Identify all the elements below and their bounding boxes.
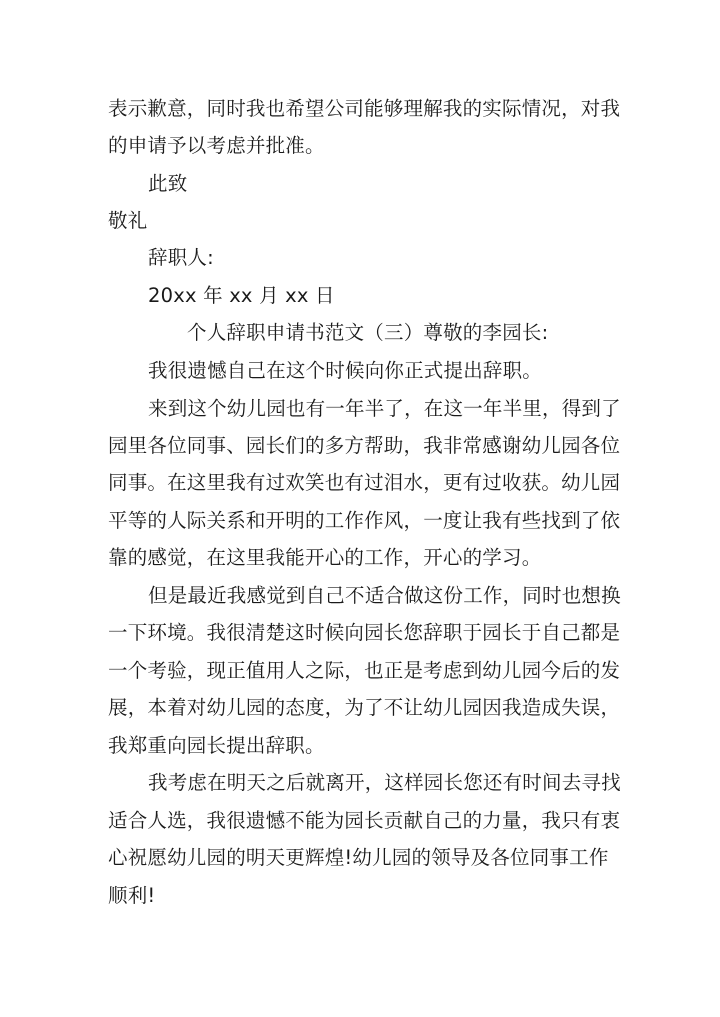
section-title: 个人辞职申请书范文（三）尊敬的李园长: xyxy=(187,321,549,344)
text-line: 心祝愿幼儿园的明天更辉煌!幼儿园的领导及各位同事工作 xyxy=(108,846,609,869)
text-line: 来到这个幼儿园也有一年半了，在这一年半里，得到了 xyxy=(148,397,621,420)
signature-label: 辞职人: xyxy=(148,246,214,269)
text-line: 一个考验，现正值用人之际，也正是考虑到幼儿园今后的发 xyxy=(108,659,621,682)
date-line: 20xx 年 xx 月 xx 日 xyxy=(148,284,335,307)
text-line: 一下环境。我很清楚这时候向园长您辞职于园长于自己都是 xyxy=(108,621,621,644)
text-line: 顺利! xyxy=(108,884,156,907)
text-line: 靠的感觉，在这里我能开心的工作，开心的学习。 xyxy=(108,546,542,569)
text-line: 适合人选，我很遗憾不能为园长贡献自己的力量，我只有衷 xyxy=(108,809,621,832)
text-line: 但是最近我感觉到自己不适合做这份工作，同时也想换 xyxy=(148,584,621,607)
text-line: 同事。在这里我有过欢笑也有过泪水，更有过收获。幼儿园 xyxy=(108,471,621,494)
text-line: 我很遗憾自己在这个时候向你正式提出辞职。 xyxy=(148,359,543,382)
text-line: 我考虑在明天之后就离开，这样园长您还有时间去寻找 xyxy=(148,771,621,794)
text-line: 的申请予以考虑并批准。 xyxy=(108,134,325,157)
salutation-line: 敬礼 xyxy=(108,209,148,232)
text-line: 园里各位同事、园长们的多方帮助，我非常感谢幼儿园各位 xyxy=(108,434,621,457)
text-line: 表示歉意，同时我也希望公司能够理解我的实际情况，对我 xyxy=(108,97,621,120)
salutation-line: 此致 xyxy=(148,172,188,195)
text-line: 平等的人际关系和开明的工作作风，一度让我有些找到了依 xyxy=(108,509,621,532)
text-line: 展，本着对幼儿园的态度，为了不让幼儿园因我造成失误， xyxy=(108,696,621,719)
text-line: 我郑重向园长提出辞职。 xyxy=(108,734,325,757)
